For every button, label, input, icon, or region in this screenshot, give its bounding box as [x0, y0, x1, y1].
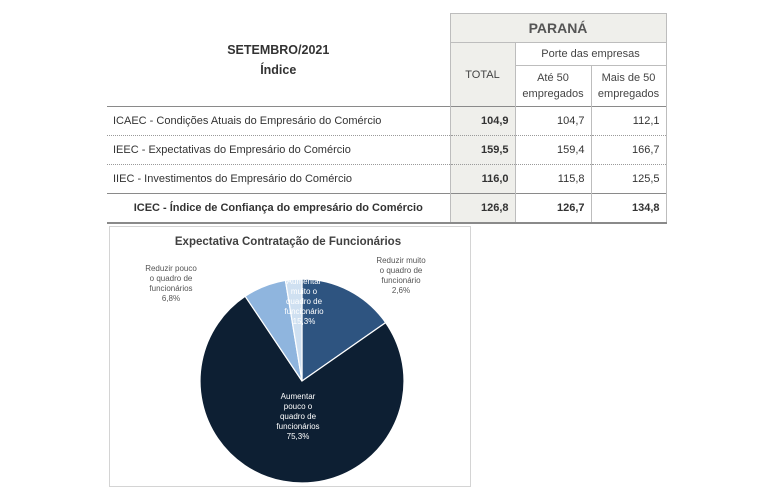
row-label: IEEC - Expectativas do Empresário do Comércio [107, 136, 450, 165]
hiring-expectation-chart [109, 226, 471, 487]
slice-aumentar-pouco-label: Aumentar pouco o quadro de funcionários 75,3% [276, 392, 320, 441]
region-header: PARANÁ [450, 14, 666, 43]
slice-reduzir-muito-label: Reduzir muito o quadro de funcionário 2,6% [376, 256, 426, 295]
table-row [107, 107, 666, 136]
small-company-value: 115,8 [515, 165, 591, 194]
total-value: 159,5 [450, 136, 515, 165]
large-company-line2: empregados [597, 88, 660, 100]
small-company-header [515, 66, 591, 107]
chart-title: Expectativa Contratação de Funcionários [174, 236, 402, 248]
row-label: IIEC - Investimentos do Empresário do Comércio [107, 165, 450, 194]
period-label: SETEMBRO/2021 [227, 42, 330, 57]
total-value: 116,0 [450, 165, 515, 194]
confidence-index-table [107, 13, 666, 224]
table-row [107, 165, 666, 194]
large-company-value: 166,7 [591, 136, 666, 165]
total-value: 126,8 [450, 194, 515, 224]
table-header-title [107, 14, 450, 107]
slice-reduzir-pouco-label: Reduzir pouco o quadro de funcionários 6,8% [145, 264, 197, 303]
large-company-value: 125,5 [591, 165, 666, 194]
large-company-value: 134,8 [591, 194, 666, 224]
small-company-value: 104,7 [515, 107, 591, 136]
large-company-value: 112,1 [591, 107, 666, 136]
company-size-header: Porte das empresas [515, 43, 666, 66]
table-row [107, 136, 666, 165]
small-company-value: 159,4 [515, 136, 591, 165]
large-company-line1: Mais de 50 [601, 72, 656, 84]
small-company-value: 126,7 [515, 194, 591, 224]
table-row-total [107, 194, 666, 224]
pie-chart [110, 227, 470, 486]
small-company-line2: empregados [522, 88, 584, 100]
total-value: 104,9 [450, 107, 515, 136]
row-label: ICEC - Índice de Confiança do empresário do Comércio [107, 194, 450, 224]
row-label: ICAEC - Condições Atuais do Empresário do Comércio [107, 107, 450, 136]
large-company-header [591, 66, 666, 107]
index-label: Índice [260, 62, 297, 77]
total-column-header: TOTAL [450, 43, 515, 107]
slice-aumentar-muito-label: Aumentar muito o quadro de funcionário 15,3% [284, 277, 324, 326]
small-company-line1: Até 50 [537, 72, 569, 84]
index-table [107, 13, 667, 224]
